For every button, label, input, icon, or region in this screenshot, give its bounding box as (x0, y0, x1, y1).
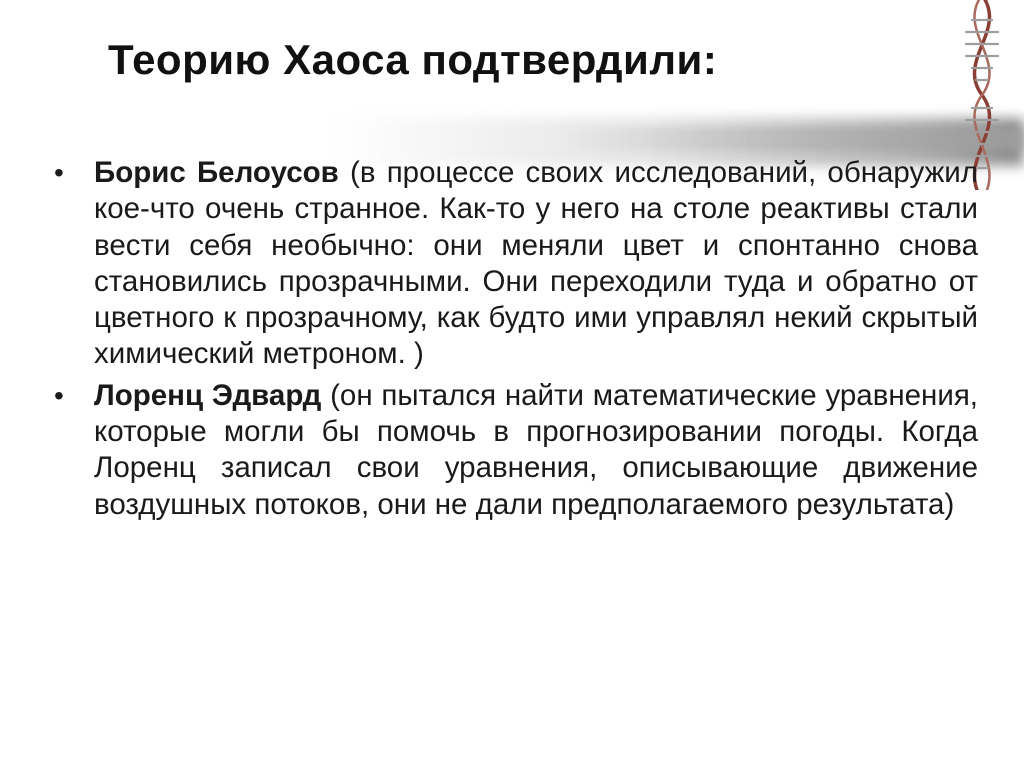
bullet-marker: • (54, 157, 64, 188)
bullet-marker: • (54, 379, 64, 411)
person-name: Борис Белоусов (94, 156, 339, 189)
bullet-text: (в процессе своих исследований, обнаружил кое-что очень странное. Как-то у него на столе реактивы стали вести себя необычно: они меняли цвет и спонтанно снова становились прозрачными. Они переходили туда и обратно от цветного к прозрачному, как будто ими управлял некий скрытый химический метроном. ) (94, 156, 978, 371)
bullet-item-lorenz (52, 378, 978, 523)
person-name: Лоренц Эдвард (94, 378, 322, 412)
bullet-text: (он пытался найти математические уравнения, которые могли бы помочь в прогнозировании погоды. Когда Лоренц записал свои уравнения, описывающие движение воздушных потоков, они не дали предполагаемого результата) (94, 378, 979, 521)
slide-title: Теорию Хаоса подтвердили: (108, 36, 718, 83)
bullet-list (52, 155, 978, 528)
bullet-item-belousov (52, 155, 978, 373)
